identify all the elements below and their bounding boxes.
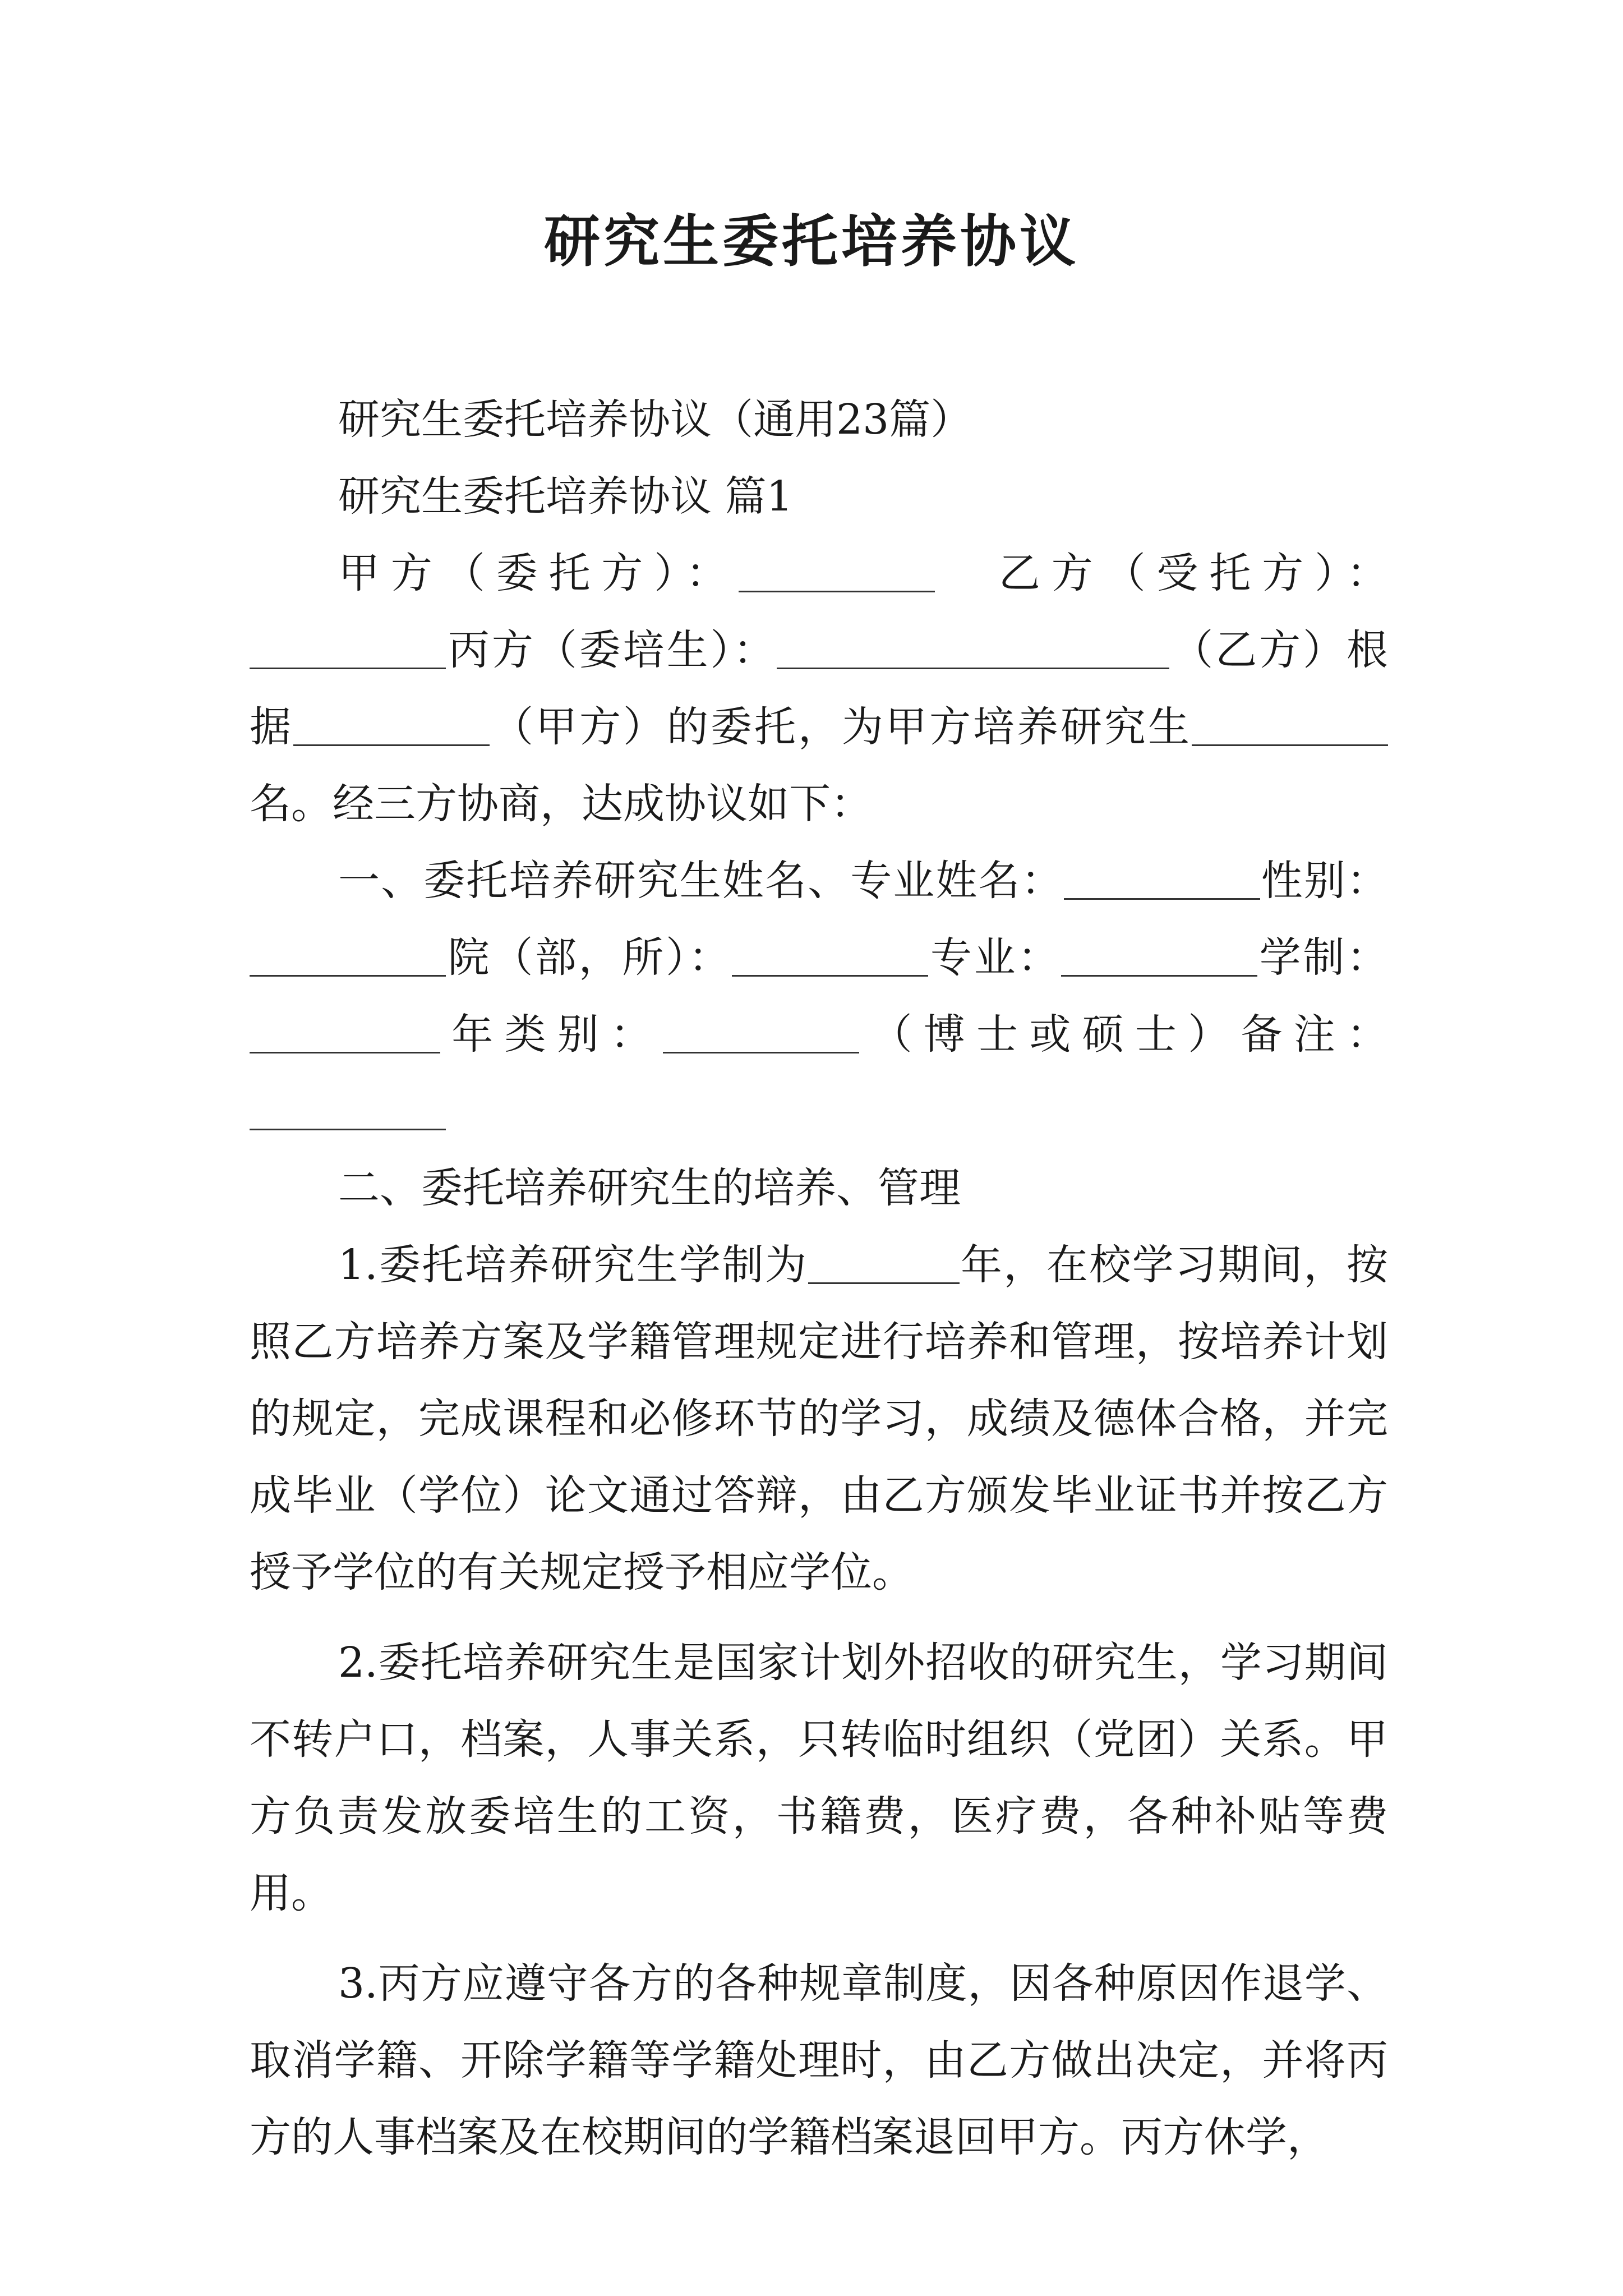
- note-blank: [250, 1087, 446, 1130]
- subtitle: 研究生委托培养协议（通用23篇）: [338, 395, 972, 444]
- document-title: 研究生委托培养协议: [544, 208, 1079, 274]
- name-blank: [1064, 857, 1260, 900]
- item1-paragraph: [250, 1227, 1388, 1611]
- section1-major-label: 专业：: [928, 933, 1062, 982]
- gender-blank: [250, 933, 446, 977]
- intro-part1: （乙方）根据: [250, 626, 1389, 751]
- section-heading: 研究生委托培养协议 篇1: [338, 472, 793, 521]
- duration-blank: [250, 1010, 440, 1053]
- intro-part2: （甲方）的委托，为甲方培养研究生: [490, 703, 1192, 751]
- section1-degree-note-label: （博士或硕士）备注：: [859, 1010, 1389, 1059]
- parties-paragraph: [250, 535, 1388, 843]
- party-c-label: 丙方（委培生）：: [446, 626, 777, 674]
- section1-paragraph: [250, 843, 1388, 1150]
- section1-duration-label: 学制：: [1257, 933, 1389, 982]
- major-blank: [1061, 933, 1257, 977]
- entrusting-party-blank: [293, 703, 490, 746]
- item3-paragraph: 3.丙方应遵守各方的各种规章制度，因各种原因作退学、取消学籍、开除学籍等学籍处理时，由乙方做出决定，并将丙方的人事档案及在校期间的学籍档案退回甲方。丙方休学，: [250, 1959, 1388, 2161]
- item2-paragraph: 2.委托培养研究生是国家计划外招收的研究生，学习期间不转户口，档案，人事关系，只转临时组织（党团）关系。甲方负责发放委培生的工资，书籍费，医疗费，各种补贴等费用。: [250, 1639, 1388, 1917]
- item1-part1: 1.委托培养研究生学制为: [338, 1241, 808, 1289]
- section1-year-type-label: 年类别：: [440, 1010, 663, 1059]
- party-b-label: 乙方（受托方）：: [998, 549, 1389, 597]
- college-blank: [732, 933, 928, 977]
- degree-type-blank: [663, 1010, 859, 1053]
- section1-college-label: 院（部，所）：: [446, 933, 732, 982]
- party-c-blank: [777, 626, 1169, 669]
- party-a-label: 甲方（委托方）：: [338, 549, 739, 597]
- document-body: [250, 381, 1388, 2176]
- section1-gender-label: 性别：: [1260, 857, 1389, 905]
- item1-part2: 年，在校学习期间，按照乙方培养方案及学籍管理规定进行培养和管理，按培养计划的规定，完成课程和必修环节的学习，成绩及德体合格，并完成毕业（学位）论文通过答辩，由乙方颁发毕业证书并按乙方授予学位的有关规定授予相应学位。: [250, 1241, 1389, 1596]
- party-a-blank: [739, 549, 935, 592]
- section2-heading: 二、委托培养研究生的培养、管理: [338, 1164, 961, 1212]
- study-years-blank: [808, 1241, 960, 1284]
- section1-name-label: 一、委托培养研究生姓名、专业姓名：: [338, 857, 1064, 905]
- student-count-blank: [1192, 703, 1388, 746]
- intro-part3: 名。经三方协商，达成协议如下：: [250, 780, 872, 828]
- party-b-blank: [250, 626, 446, 669]
